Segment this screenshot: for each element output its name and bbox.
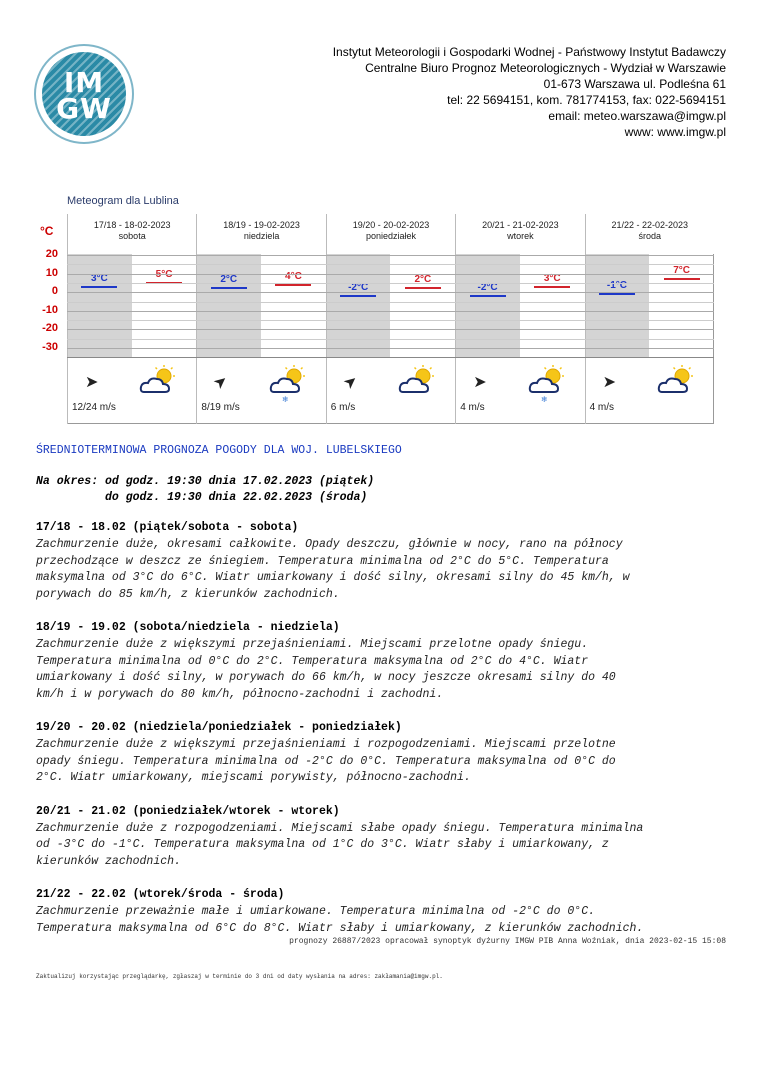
y-tick-label: 0 [51,285,58,298]
day-description-line: opady śniegu. Temperatura minimalna od -2°C do 0°C. Temperatura maksymalna od 0°C do [36,754,616,768]
grid-line [67,311,714,312]
day-header [67,214,196,254]
address: 01-673 Warszawa ul. Podleśna 61 [543,77,726,91]
temperature-unit: °C [40,224,54,238]
day-separator [67,214,68,424]
max-temp-label: 2°C [414,274,432,286]
min-temp-mark [470,295,506,297]
day-heading: 17/18 - 18.02 (piątek/sobota - sobota) [36,521,299,534]
grid-line [67,329,714,330]
day-header [326,214,455,254]
wind-arrow-icon: ➤ [85,374,99,391]
night-band [585,254,650,357]
fine-print: Zaktualizuj korzystając przeglądarkę, zgłaszaj w terminie do 3 dni od daty wysłania na adres: zakłamania@imgw.pl. [36,973,443,980]
day-name: poniedziałek [365,231,417,241]
min-temp-label: -1°C [606,280,627,292]
forecast-title: ŚREDNIOTERMINOWA PROGNOZA POGODY DLA WOJ. LUBELSKIEGO [36,444,402,457]
grid-line [67,274,714,275]
cloud-sun-icon [656,364,696,394]
meteogram [0,0,763,440]
grid-line [67,292,714,293]
day-description-line: Zachmurzenie duże z rozpogodzeniami. Miejscami słabe opady śniegu. Temperatura minimalna [36,821,644,835]
day-description-line: porywach do 85 km/h, z kierunków zachodnich. [36,587,340,601]
max-temp-mark [405,287,441,289]
day-date: 21/22 - 22-02-2023 [611,220,689,230]
night-band [455,254,520,357]
max-temp-mark [534,286,570,288]
svg-text:❄: ❄ [540,395,548,404]
night-band [326,254,391,357]
day-description-line: od -3°C do -1°C. Temperatura maksymalna od 1°C do 3°C. Wiatr słaby i umiarkowany, z [36,838,609,851]
institute-name: Instytut Meteorologii i Gospodarki Wodnej - Państwowy Instytut Badawczy [332,45,726,59]
grid-line [67,348,714,349]
min-temp-mark [599,293,635,295]
day-description-line: Zachmurzenie duże, okresami całkowite. Opady deszczu, głównie w nocy, rano na północy [36,538,623,551]
wind-speed: 4 m/s [460,402,485,413]
max-temp-mark [275,284,311,286]
day-description-line: Temperatura minimalna od 0°C do 2°C. Temperatura maksymalna od 2°C do 4°C. Wiatr [36,654,589,668]
grid-line-minor [67,302,714,303]
wind-arrow-icon: ➤ [473,374,487,391]
cloud-sun-icon [138,364,178,394]
day-heading: 19/20 - 20.02 (niedziela/poniedziałek - poniedziałek) [36,721,402,734]
y-tick-label: 10 [45,266,58,279]
night-band [196,254,261,357]
day-separator [196,214,197,424]
min-temp-label: -2°C [477,281,498,293]
min-temp-mark [211,287,247,289]
day-heading: 18/19 - 19.02 (sobota/niedziela - niedziela) [36,621,340,634]
y-tick-label: -10 [42,303,58,316]
chart-bottom-line [67,357,714,358]
min-temp-label: 2°C [220,274,238,286]
wind-speed: 4 m/s [589,402,615,413]
min-temp-mark [81,286,117,288]
grid-line-minor [67,264,714,265]
day-description-line: Zachmurzenie duże z większymi przejaśnieniami. Miejscami przelotne opady śniegu. [36,638,589,651]
meteogram-title: Meteogram dla Lublina [67,195,179,207]
y-tick-label: -20 [42,322,58,335]
forecast-footer: prognozy 26887/2023 opracował synoptyk dyżurny IMGW PIB Anna Woźniak, dnia 2023-02-15 15:08 [289,937,726,946]
day-description-line: 2°C. Wiatr umiarkowany, miejscami porywisty, północno-zachodni. [36,771,471,784]
max-temp-label: 3°C [543,272,561,284]
day-date: 18/19 - 19-02-2023 [223,220,300,230]
grid-line-minor [67,283,714,284]
day-separator [585,214,586,424]
cloud-sun-snow-icon [527,364,567,404]
day-name: niedziela [243,231,280,241]
wind-arrow-icon: ➤ [602,374,616,391]
logo-text-top: IM [63,66,105,99]
day-description-line: Temperatura maksymalna od 6°C do 8°C. Wiatr słaby i umiarkowany, z kierunków zachodnich. [36,921,644,935]
day-date: 17/18 - 18-02-2023 [93,220,171,230]
y-tick-label: -30 [42,341,58,353]
day-name: wtorek [507,231,534,241]
day-heading: 21/22 - 22.02 (wtorek/środa - środa) [36,888,285,901]
night-band [67,254,132,357]
website: www: www.imgw.pl [624,125,726,139]
grid-line [67,255,714,256]
logo-text-bottom: GW [56,92,112,125]
day-description-line: Zachmurzenie przeważnie małe i umiarkowane. Temperatura minimalna od -2°C do 0°C. [36,905,595,918]
day-separator [455,214,456,424]
wind-arrow-icon: ➤ [340,371,362,394]
day-name: sobota [118,231,146,241]
cloud-sun-snow-icon [268,364,308,404]
day-description-line: kierunków zachodnich. [36,854,181,868]
wind-speed: 12/24 m/s [72,402,116,413]
day-description-line: przechodzące w deszcz ze śniegiem. Temperatura minimalna od 2°C do 5°C. Temperatura [36,554,609,568]
max-temp-label: 4°C [285,270,302,282]
day-description-line: Zachmurzenie duże z większymi przejaśnieniami i rozpogodzeniami. Miejscami przelotne [36,738,616,751]
day-date: 20/21 - 21-02-2023 [482,220,559,230]
day-description-line: km/h i w porywach do 80 km/h, północno-zachodni i zachodni. [36,687,444,701]
day-header [196,214,325,254]
day-separator [326,214,327,424]
day-header [455,214,584,254]
day-description-line: maksymalna od 3°C do 6°C. Wiatr umiarkowany i dość silny, okresami silny do 45 km/h, w [36,571,630,584]
wind-speed: 6 m/s [330,402,356,413]
day-heading: 20/21 - 21.02 (poniedziałek/wtorek - wtorek) [36,804,340,818]
grid-line-minor [67,320,714,321]
cloud-sun-icon [397,364,437,394]
y-tick-label: 20 [45,248,58,260]
svg-text:❄: ❄ [281,395,289,404]
min-temp-label: 3°C [90,272,108,284]
period-from: Na okres: od godz. 19:30 dnia 17.02.2023 (piątek) [36,475,375,488]
phone: tel: 22 5694151, kom. 781774153, fax: 022-5694151 [447,93,726,107]
wind-speed: 8/19 m/s [201,402,240,413]
day-header [585,214,714,254]
wind-arrow-icon: ➤ [210,371,233,394]
period-to: do godz. 19:30 dnia 22.02.2023 (środa) [36,491,368,504]
max-temp-label: 7°C [673,265,691,277]
max-temp-mark [664,278,700,280]
max-temp-label: 5°C [155,268,173,280]
day-description-line: umiarkowany i dość silny, w porywach do 66 km/h, w nocy jeszcze okresami silny do 40 [36,671,616,684]
office-name: Centralne Biuro Prognoz Meteorologicznych - Wydział w Warszawie [365,61,726,75]
day-date: 19/20 - 20-02-2023 [352,220,430,230]
email: email: meteo.warszawa@imgw.pl [548,109,726,123]
min-temp-label: -2°C [348,281,369,293]
grid-line-minor [67,339,714,340]
day-name: środa [638,231,662,241]
min-temp-mark [340,295,376,297]
